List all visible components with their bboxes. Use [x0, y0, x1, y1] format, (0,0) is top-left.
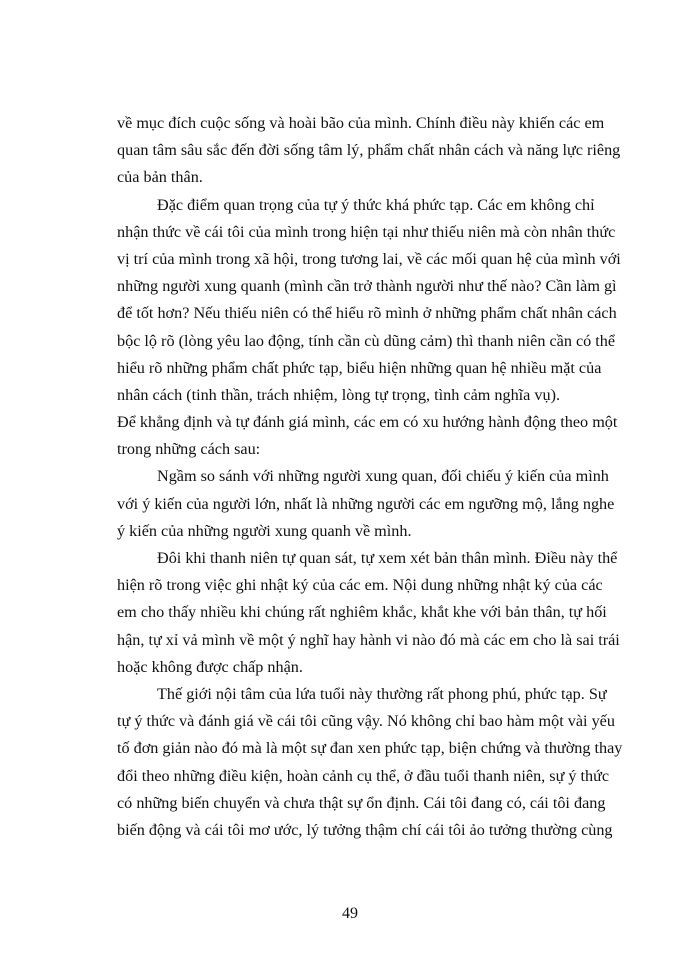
- text-line: về mục đích cuộc sống và hoài bão của mình. Chính điều này khiến các em: [117, 114, 605, 132]
- text-line: em cho thấy nhiều khi chúng rất nghiêm khắc, khắt khe với bản thân, tự hối: [117, 603, 607, 622]
- text-line: bộc lộ rõ (lòng yêu lao động, tính cần cù dũng cảm) thì thanh niên cần có thể: [117, 331, 616, 350]
- text-line: tố đơn giản nào đó mà là một sự đan xen phức tạp, biện chứng và thường thay: [117, 739, 623, 758]
- text-line: quan tâm sâu sắc đến đời sống tâm lý, phẩm chất nhân cách và năng lực riêng: [117, 141, 621, 160]
- text-line: hoặc không được chấp nhận.: [117, 657, 303, 676]
- text-line: hận, tự xỉ vả mình về một ý nghĩ hay hành vi nào đó mà các em cho là sai trái: [117, 630, 620, 649]
- text-line: với ý kiến của người lớn, nhất là những người các em ngưỡng mộ, lắng nghe: [117, 494, 615, 513]
- text-line: hiểu rõ những phẩm chất phức tạp, biểu hiện những quan hệ nhiều mặt của: [117, 358, 602, 377]
- document-body: [117, 110, 623, 844]
- text-line: đổi theo những điều kiện, hoàn cảnh cụ thể, ở đầu tuổi thanh niên, sự ý thức: [117, 766, 610, 785]
- text-line: của bản thân.: [117, 168, 203, 187]
- text-line: Ngầm so sánh với những người xung quan, đối chiếu ý kiến của mình: [157, 467, 609, 486]
- text-line: Đặc điểm quan trọng của tự ý thức khá phức tạp. Các em không chỉ: [157, 195, 595, 214]
- text-line: nhận thức về cái tôi của mình trong hiện tại như thiếu niên mà còn nhân thức: [117, 222, 616, 241]
- text-line: có những biến chuyển và chưa thật sự ổn định. Cái tôi đang có, cái tôi đang: [117, 793, 606, 812]
- text-line: Thế giới nội tâm của lứa tuổi này thường rất phong phú, phức tạp. Sự: [157, 684, 607, 703]
- text-line: Để khẳng định và tự đánh giá mình, các em có xu hướng hành động theo một: [117, 413, 618, 432]
- page-number: 49: [342, 905, 358, 922]
- text-line: vị trí của mình trong xã hội, trong tương lai, về các mối quan hệ của mình với: [117, 249, 621, 268]
- text-line: Đôi khi thanh niên tự quan sát, tự xem xét bản thân mình. Điều này thể: [157, 549, 618, 567]
- text-line: những người xung quanh (mình cần trở thành người như thế nào? Cần làm gì: [117, 277, 617, 296]
- text-line: biến động và cái tôi mơ ước, lý tưởng thậm chí cái tôi ảo tưởng thường cùng: [117, 820, 613, 839]
- text-line: tự ý thức và đánh giá về cái tôi cũng vậy. Nó không chỉ bao hàm một vài yếu: [117, 712, 615, 731]
- text-line: ý kiến của những người xung quanh về mình.: [117, 521, 412, 540]
- text-line: để tốt hơn? Nếu thiếu niên có thể hiểu rõ mình ở những phẩm chất nhân cách: [117, 304, 617, 323]
- text-line: hiện rõ trong việc ghi nhật ký của các em. Nội dung những nhật ký của các: [117, 576, 603, 595]
- text-line: trong những cách sau:: [117, 440, 261, 459]
- text-line: nhân cách (tinh thần, trách nhiệm, lòng tự trọng, tình cảm nghĩa vụ).: [117, 385, 561, 404]
